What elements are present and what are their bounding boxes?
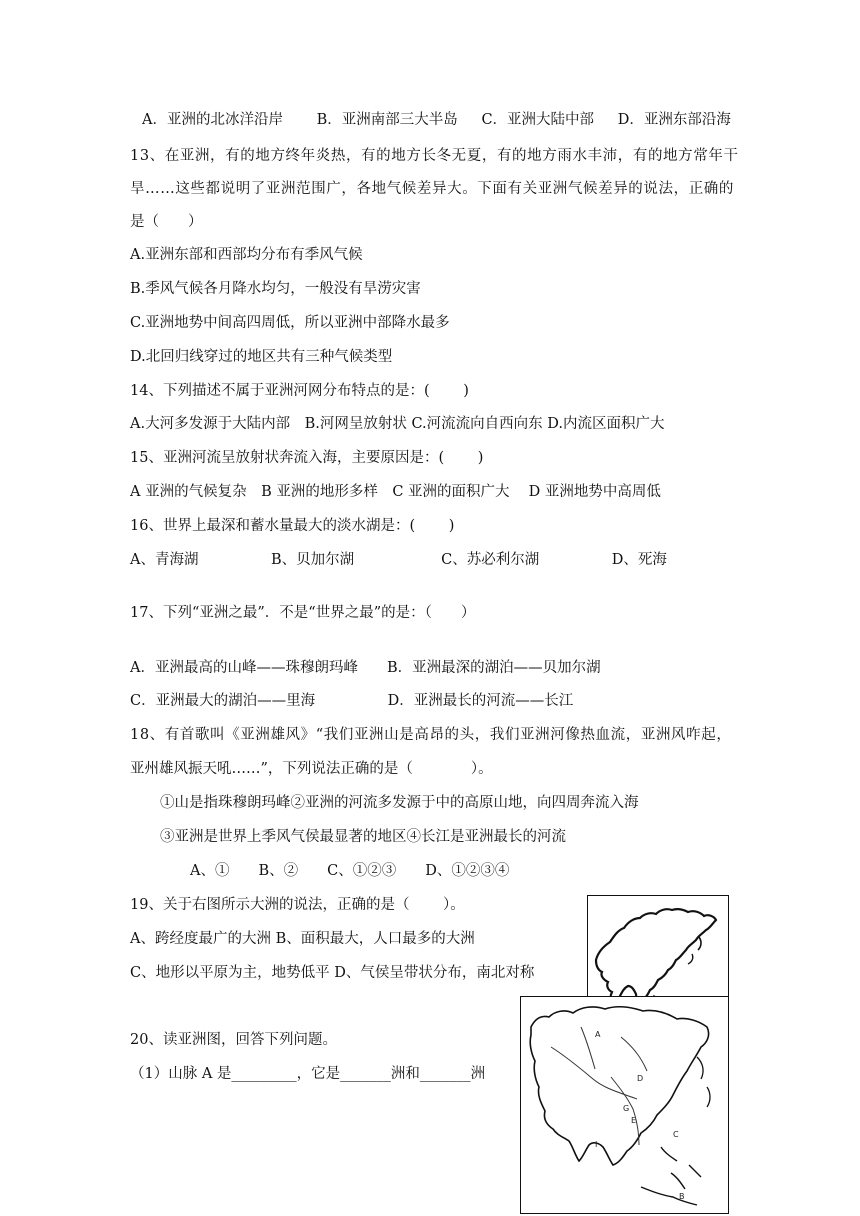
q13-option-a: A.亚洲东部和西部均分布有季风气候 <box>130 247 363 263</box>
q14-options: A.大河多发源于大陆内部 B.河网呈放射状 C.河流流向自西向东 D.内流区面积广大 <box>130 416 665 432</box>
asia-map-figure <box>521 997 728 1213</box>
q18-stem-1: 18、有首歌叫《亚洲雄风》“我们亚洲山是高昂的头，我们亚洲河像热血流，亚洲风咋起， <box>130 727 732 743</box>
q17-options-cd: C．亚洲最大的湖泊——里海 D．亚洲最长的河流——长江 <box>130 693 574 709</box>
q20-stem: 20、读亚洲图，回答下列问题。 <box>130 1032 337 1048</box>
q15-stem: 15、亚洲河流呈放射状奔流入海，主要原因是：( ) <box>130 450 484 466</box>
asia-sketch-map <box>520 996 729 1214</box>
q12-options: A．亚洲的北冰洋沿岸 B．亚洲南部三大半岛 C．亚洲大陆中部 D．亚洲东部沿海 <box>142 112 731 128</box>
q15-options: A 亚洲的气候复杂 B 亚洲的地形多样 C 亚洲的面积广大 D 亚洲地势中高周低 <box>130 484 661 500</box>
q18-options: A、① B、② C、①②③ D、①②③④ <box>190 863 510 879</box>
map-label-b: B <box>679 1192 685 1201</box>
q19-stem: 19、关于右图所示大洲的说法，正确的是（ ）。 <box>130 897 465 913</box>
map-label-e: E <box>631 1116 637 1125</box>
q13-option-d: D.北回归线穿过的地区共有三种气候类型 <box>130 349 393 365</box>
q16-stem: 16、世界上最深和蓄水量最大的淡水湖是：( ) <box>130 518 455 534</box>
q19-options-ab: A、跨经度最广的大洲 B、面积最大，人口最多的大洲 <box>130 931 475 947</box>
q13-option-b: B.季风气候各月降水均匀，一般没有旱涝灾害 <box>130 281 421 297</box>
q13-stem-1: 13、在亚洲，有的地方终年炎热，有的地方长冬无夏，有的地方雨水丰沛，有的地方常年干 <box>130 148 739 164</box>
q16-options: A、青海湖 B、贝加尔湖 C、苏必利尔湖 D、死海 <box>130 552 667 568</box>
q17-stem: 17、下列“亚洲之最”．不是“世界之最”的是：（ ） <box>130 605 476 621</box>
q17-options-ab: A．亚洲最高的山峰——珠穆朗玛峰 B．亚洲最深的湖泊——贝加尔湖 <box>130 660 601 676</box>
q18-statement-2: ③亚洲是世界上季风气侯最显著的地区④长江是亚洲最长的河流 <box>160 829 566 845</box>
map-label-i: I <box>595 1140 598 1149</box>
map-label-c: C <box>673 1130 679 1139</box>
q18-stem-2: 亚州雄风振天吼……”，下列说法正确的是（ ）。 <box>130 761 493 777</box>
q20-part-1: （1）山脉 A 是_________，它是_______洲和_______洲 <box>130 1066 486 1082</box>
map-label-a: A <box>595 1030 601 1039</box>
q13-stem-3: 是（ ） <box>130 214 203 230</box>
q14-stem: 14、下列描述不属于亚洲河网分布特点的是：( ) <box>130 383 469 399</box>
q13-option-c: C.亚洲地势中间高四周低，所以亚洲中部降水最多 <box>130 315 450 331</box>
q13-stem-2: 旱……这些都说明了亚洲范围广，各地气候差异大。下面有关亚洲气候差异的说法，正确的 <box>130 181 734 197</box>
map-label-d: D <box>637 1074 644 1083</box>
map-label-g: G <box>623 1104 630 1113</box>
q18-statement-1: ①山是指珠穆朗玛峰②亚洲的河流多发源于中的高原山地，向四周奔流入海 <box>160 795 639 811</box>
q19-options-cd: C、地形以平原为主，地势低平 D、气侯呈带状分布，南北对称 <box>130 965 535 981</box>
